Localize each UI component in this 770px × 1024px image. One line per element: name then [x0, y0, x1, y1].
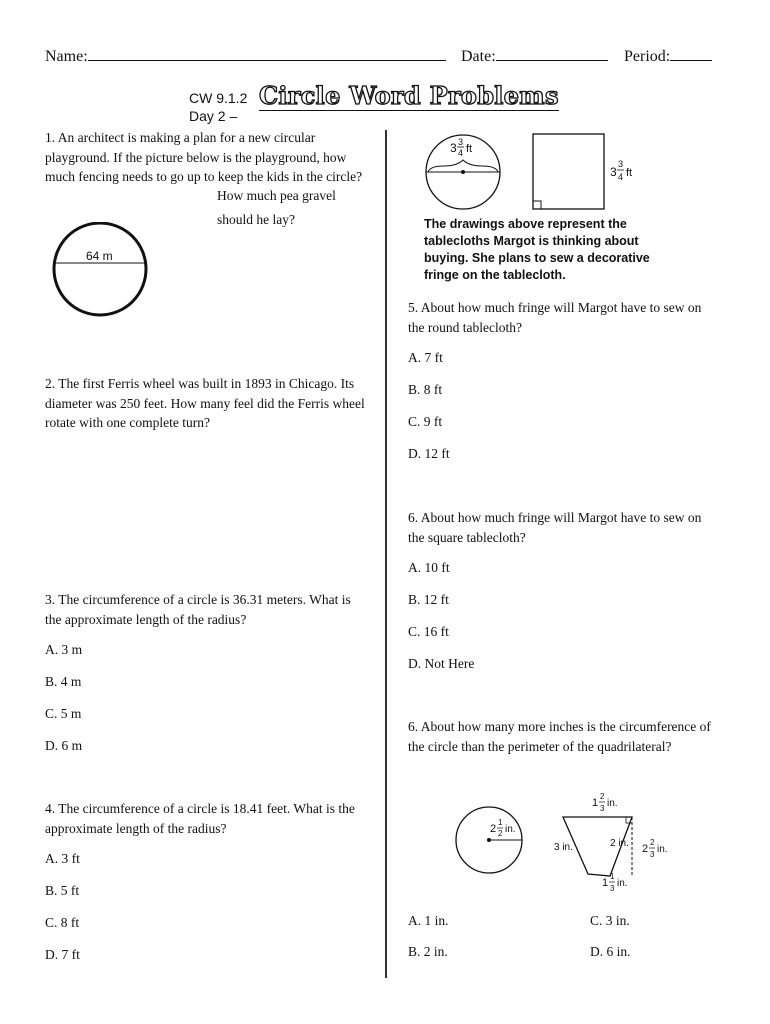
q3-option-a[interactable]: A. 3 m — [45, 642, 83, 657]
quad-bottom-unit: in. — [617, 878, 628, 889]
q6a-option-a[interactable]: A. 10 ft — [408, 560, 450, 575]
square-denominator: 4 — [618, 172, 624, 182]
quad-bottom-num: 1 — [610, 872, 615, 881]
q5-option-b[interactable]: B. 8 ft — [408, 382, 443, 397]
tablecloth-caption: The drawings above represent the tablecloths Margot is thinking about buying. She plans to sew a decorative fringe on the tablecloth. — [424, 217, 650, 282]
q6a-option-d[interactable]: D. Not Here — [408, 656, 475, 671]
compare-figure — [450, 790, 700, 896]
day-label: Day 2 – — [189, 108, 238, 124]
question-5: 5. About how much fringe will Margot have to sew on the round tablecloth? — [408, 300, 702, 335]
date-blank[interactable] — [496, 46, 608, 61]
q5-option-c[interactable]: C. 9 ft — [408, 414, 443, 429]
square-whole: 3 — [610, 165, 617, 179]
q4-option-b[interactable]: B. 5 ft — [45, 883, 80, 898]
round-whole: 3 — [450, 141, 457, 155]
square-tablecloth — [533, 134, 604, 209]
question-1-extra-a: How much pea gravel — [217, 188, 336, 203]
round-tablecloth-center — [461, 170, 465, 174]
question-6-compare: 6. About how many more inches is the circumference of the circle than the perimeter of the quadrilateral? — [408, 719, 711, 754]
circle-radius-unit: in. — [505, 824, 516, 835]
question-1-extra-b: should he lay? — [217, 212, 295, 227]
name-blank[interactable] — [88, 46, 446, 61]
q6b-option-c[interactable]: C. 3 in. — [590, 913, 630, 928]
round-unit: ft — [466, 143, 473, 155]
classwork-code: CW 9.1.2 — [189, 90, 248, 106]
period-field[interactable] — [624, 46, 712, 66]
period-label: Period: — [624, 48, 671, 65]
square-numerator: 3 — [618, 159, 624, 169]
quad-top-den: 3 — [600, 804, 605, 813]
circle-radius-den: 2 — [498, 829, 503, 838]
quad-top-whole: 1 — [592, 797, 599, 809]
q4-option-a[interactable]: A. 3 ft — [45, 851, 80, 866]
name-label: Name: — [45, 48, 88, 65]
compare-circle-center — [487, 838, 491, 842]
round-numerator: 3 — [458, 137, 464, 147]
quad-bottom-den: 3 — [610, 884, 615, 893]
circle-radius-num: 1 — [498, 818, 503, 827]
round-denominator: 4 — [458, 148, 464, 158]
q3-option-c[interactable]: C. 5 m — [45, 706, 82, 721]
date-label: Date: — [461, 48, 496, 65]
quad-height-label: 2 in. — [610, 838, 629, 849]
question-6-square: 6. About how much fringe will Margot have to sew on the square tablecloth? — [408, 510, 702, 545]
date-field[interactable] — [461, 46, 608, 66]
playground-circle-figure — [50, 222, 154, 322]
q3-option-b[interactable]: B. 4 m — [45, 674, 82, 689]
quad-top-num: 2 — [600, 792, 605, 801]
q4-option-d[interactable]: D. 7 ft — [45, 947, 80, 962]
square-unit: ft — [626, 167, 633, 179]
quad-right-num: 2 — [650, 838, 655, 847]
name-field[interactable] — [45, 46, 446, 66]
q6a-option-c[interactable]: C. 16 ft — [408, 624, 449, 639]
playground-diameter-label: 64 m — [86, 249, 113, 263]
period-blank[interactable] — [670, 46, 712, 61]
playground-circle — [54, 223, 146, 315]
question-3: 3. The circumference of a circle is 36.31 meters. What is the approximate length of the radius? — [45, 592, 351, 627]
quad-top-unit: in. — [607, 798, 618, 809]
column-divider — [385, 130, 387, 978]
quad-bottom-whole: 1 — [602, 877, 609, 889]
q4-option-c[interactable]: C. 8 ft — [45, 915, 80, 930]
quad-right-den: 3 — [650, 850, 655, 859]
quad-right-unit: in. — [657, 844, 668, 855]
q5-option-d[interactable]: D. 12 ft — [408, 446, 450, 461]
q3-option-d[interactable]: D. 6 m — [45, 738, 83, 753]
q6b-option-b[interactable]: B. 2 in. — [408, 944, 448, 959]
quad-left-label: 3 in. — [554, 842, 573, 853]
q6b-option-a[interactable]: A. 1 in. — [408, 913, 449, 928]
question-2: 2. The first Ferris wheel was built in 1893 in Chicago. Its diameter was 250 feet. How many feel did the Ferris wheel rotate with one complete turn? — [45, 376, 365, 430]
question-4: 4. The circumference of a circle is 18.41 feet. What is the approximate length of the radius? — [45, 801, 355, 836]
square-right-angle — [533, 201, 541, 209]
tablecloth-figure — [424, 130, 654, 216]
q6b-option-d[interactable]: D. 6 in. — [590, 944, 631, 959]
page-title: Circle Word Problems — [259, 81, 559, 110]
circle-radius-whole: 2 — [490, 823, 497, 835]
q5-option-a[interactable]: A. 7 ft — [408, 350, 443, 365]
question-1: 1. An architect is making a plan for a new circular playground. If the picture below is the playground, how much fencing needs to go up to keep the kids in the circle? — [45, 130, 363, 184]
q6a-option-b[interactable]: B. 12 ft — [408, 592, 449, 607]
quad-right-whole: 2 — [642, 843, 649, 855]
